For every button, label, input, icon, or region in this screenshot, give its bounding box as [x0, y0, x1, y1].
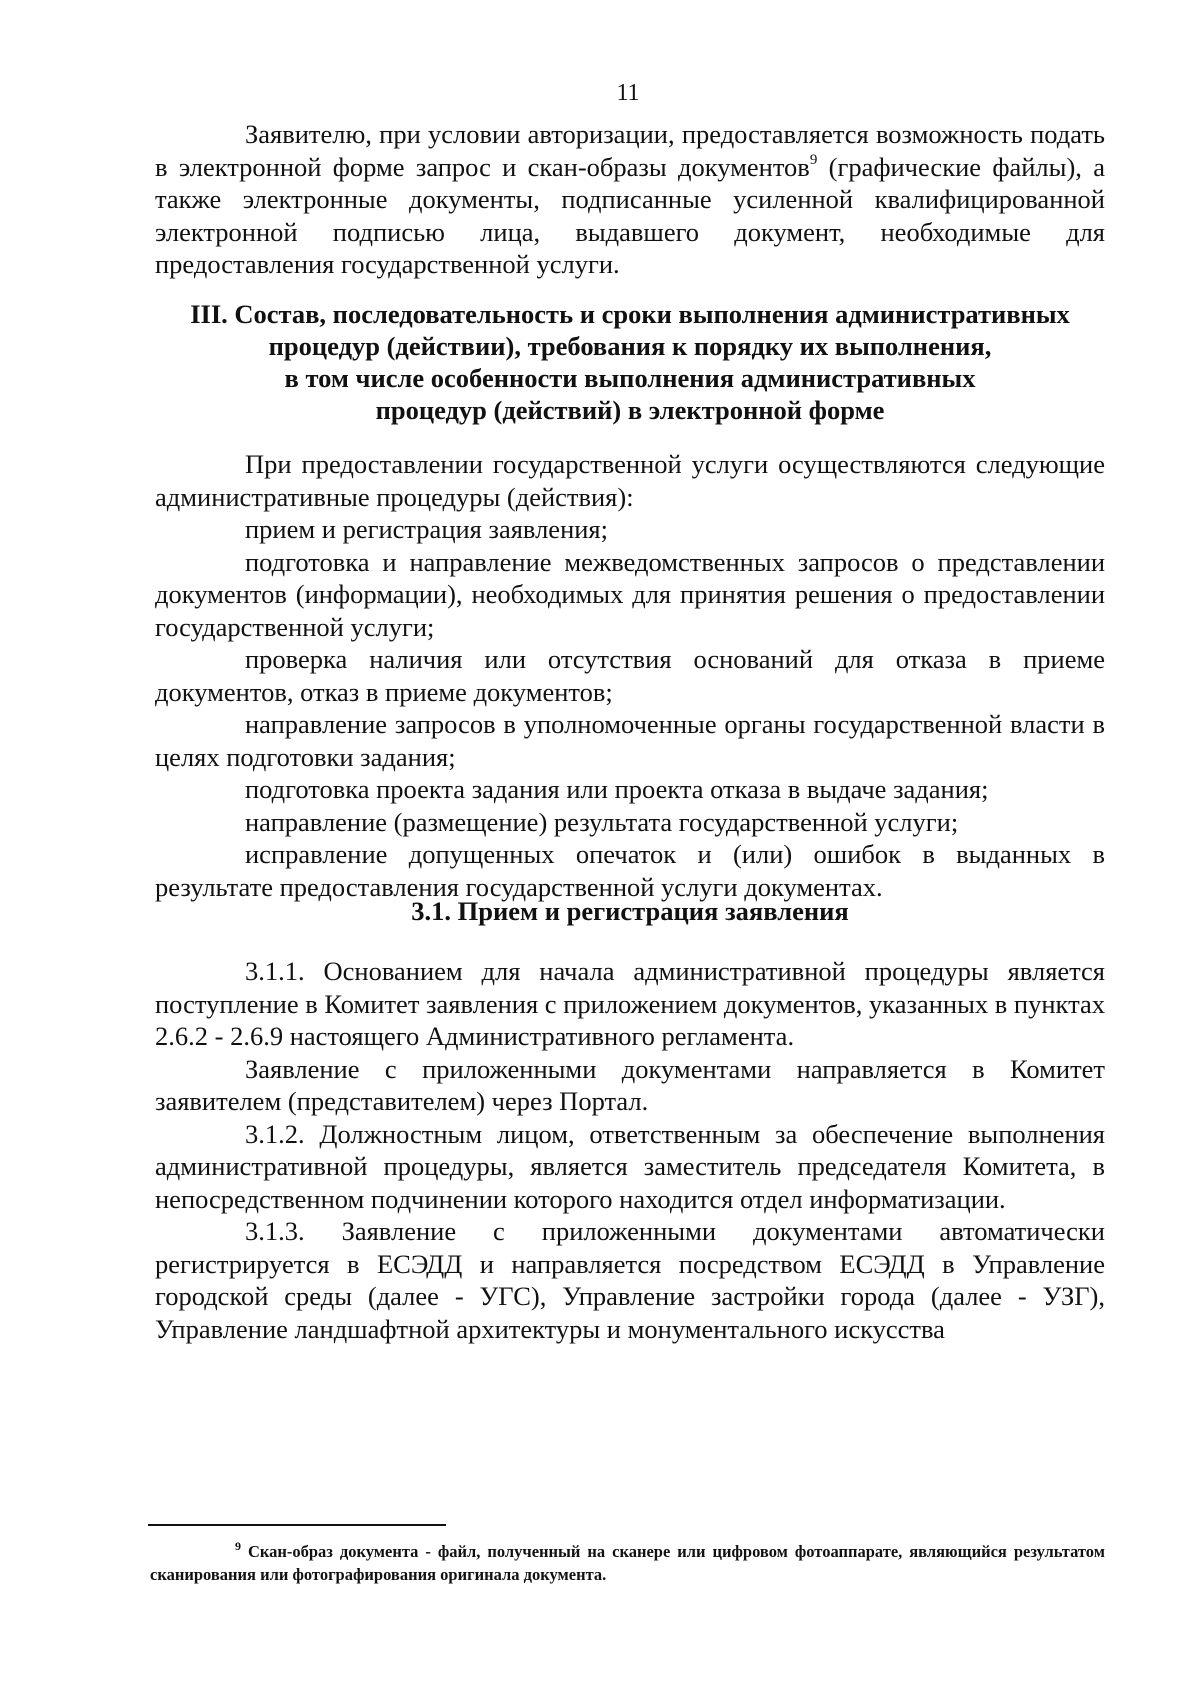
procedures-intro-paragraph: При предоставлении государственной услуги осуществляются следующие административные процедуры (действия):	[155, 449, 1105, 512]
procedure-item: подготовка проекта задания или проекта отказа в выдаче задания;	[245, 774, 989, 804]
section-3-heading-line: процедур (действии), требования к порядку их выполнения,	[268, 331, 992, 361]
procedure-item: проверка наличия или отсутствия оснований для отказа в приеме документов, отказ в приеме документов;	[155, 644, 1105, 707]
procedure-item: подготовка и направление межведомственных запросов о представлении документов (информации), необходимых для принятия решения о предоставлении государственной услуги;	[155, 546, 1105, 642]
footnote-number: 9	[235, 1539, 241, 1553]
procedure-item: направление запросов в уполномоченные органы государственной власти в целях подготовки задания;	[155, 709, 1105, 772]
section-3-heading-line: III. Состав, последовательность и сроки выполнения административных	[190, 299, 1070, 329]
footnote-text: Скан-образ документа - файл, полученный на сканере или цифровом фотоаппарате, являющийся результатом сканирования или фотографирования оригинала документа.	[150, 1542, 1105, 1584]
clause-3-1-3: 3.1.3. Заявление с приложенными документами автоматически регистрируется в ЕСЭДД и направляется посредством ЕСЭДД в Управление городской среды (далее - УГС), Управление застройки города (далее - УЗГ), Управление ландшафтной архитектуры и монументального искусства	[155, 1216, 1105, 1344]
section-3-1-heading	[155, 895, 1105, 927]
page-number: 11	[616, 80, 640, 106]
section-3-1-body	[155, 955, 1105, 1345]
intro-block	[155, 118, 1105, 281]
intro-paragraph	[155, 118, 1105, 281]
section-3-body	[155, 448, 1105, 903]
procedure-item: прием и регистрация заявления;	[245, 514, 608, 544]
clause-3-1-2: 3.1.2. Должностным лицом, ответственным за обеспечение выполнения административной процедуры, является заместитель председателя Комитета, в непосредственном подчинении которого находится отдел информатизации.	[155, 1118, 1105, 1214]
clause-3-1-1-continued: Заявление с приложенными документами направляется в Комитет заявителем (представителем) через Портал.	[155, 1053, 1105, 1116]
intro-text: Заявителю, при условии авторизации, предоставляется возможность подать в электронной форме запрос и скан-образы документов	[155, 119, 1105, 182]
section-3-heading-line: процедур (действий) в электронной форме	[375, 395, 885, 425]
procedure-item: направление (размещение) результата государственной услуги;	[245, 806, 959, 837]
clause-3-1-1: 3.1.1. Основанием для начала административной процедуры является поступление в Комитет заявления с приложением документов, указанных в пунктах 2.6.2 - 2.6.9 настоящего Административного регламента.	[155, 956, 1105, 1051]
footnote-separator	[148, 1524, 446, 1526]
intro-text-continued: (графические файлы), а также электронные документы, подписанные усиленной квалифицированной электронной подписью лица, выдавшего документ, необходимые для предоставления государственной услуги.	[155, 151, 1105, 279]
section-3-1-heading-text: 3.1. Прием и регистрация заявления	[411, 896, 849, 926]
footnote-reference[interactable]: 9	[809, 151, 818, 168]
section-3-heading	[155, 298, 1105, 426]
procedure-item: исправление допущенных опечаток и (или) ошибок в выданных в результате предоставления государственной услуги документах.	[155, 839, 1105, 902]
section-3-heading-line: в том числе особенности выполнения административных	[284, 363, 976, 393]
footnote	[150, 1540, 1105, 1586]
